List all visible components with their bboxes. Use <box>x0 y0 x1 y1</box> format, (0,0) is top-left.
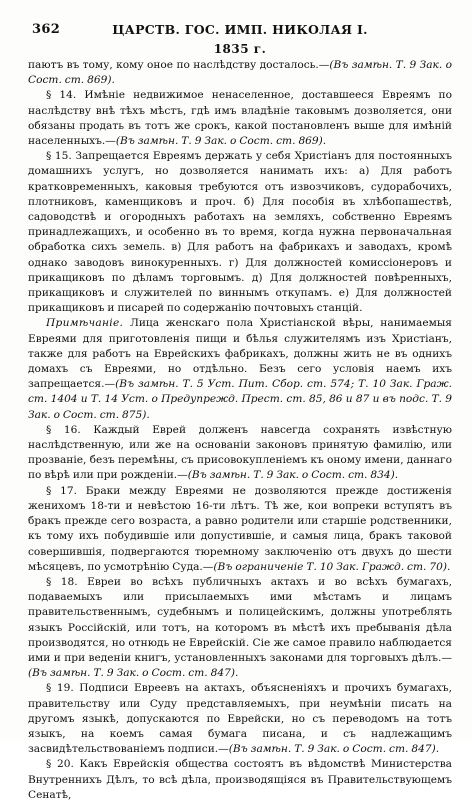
paragraph-text: § 14. Имѣніе недвижимое ненаселенное, доставшееся Евреямъ по наслѣдству внѣ тѣхъ мѣстъ, гдѣ имъ владѣніе таковымъ дозволяется, они обязаны продать въ тотъ же срокъ, какой постановленъ выше для имѣній населенныхъ.— <box>28 89 452 148</box>
paragraph-tail: . <box>111 74 115 87</box>
paragraph-section-17 <box>28 484 452 575</box>
paragraph-section-18 <box>28 575 452 681</box>
paragraph-section-19 <box>28 681 452 757</box>
legal-reference: (Въ замѣн. Т. 9 Зак. о Сост. ст. 869) <box>115 135 323 148</box>
page-number: 362 <box>32 22 61 37</box>
paragraph-section-20 <box>28 757 452 803</box>
paragraph-text: паютъ въ тому, кому оное по наслѣдству досталось.— <box>28 59 330 71</box>
note-label: Примѣчаніе. <box>46 317 124 330</box>
paragraph-tail: . <box>435 743 440 756</box>
legal-reference: (Въ замѣн. Т. 5 Уст. Пит. Сбор. ст. 574; Т. 10 Зак. Граж. ст. 1404 и Т. 14 Уст. о Предупрежд. Прест. ст. 85, 86 и 87 и въ подс. Т. 9 Зак. о Сост. ст. 875) <box>28 378 452 421</box>
paragraph-tail: . <box>446 560 451 573</box>
paragraph-text: § 17. Браки между Евреями не дозволяются прежде достиженія женихомъ 18-ти и невѣстою 16-ти лѣтъ. Тѣ же, кои вопреки вступятъ въ бракъ прежде сего возраста, а равно родители или старшіе родственники, къ тому ихъ побудившіе или допустившіе, и самыя лица, бракъ таковой совершившія, подвергаются тюремному заключенію отъ двухъ до шести мѣсяцевъ, по усмотрѣнію Суда.— <box>28 484 452 573</box>
paragraph-section-14 <box>28 88 452 149</box>
paragraph-text: § 19. Подписи Евреевъ на актахъ, объясненіяхъ и прочихъ бумагахъ, правительству или Суду представляемыхъ, при неумѣніи писать на другомъ языкѣ, допускаются по Еврейски, но съ переводомъ на тотъ языкъ, на коемъ самая бумага писана, и съ надлежащимъ засвидѣтельствованіемъ подписи.— <box>28 682 452 756</box>
legal-reference: (Въ замѣн. Т. 9 Зак. о Сост. ст. 834) <box>187 469 395 482</box>
paragraph-tail: . <box>322 135 327 148</box>
legal-reference: (Въ замѣн. Т. 9 Зак. о Сост. ст. 869) <box>28 59 452 87</box>
legal-reference: (Въ ограниченіе Т. 10 Зак. Гражд. ст. 70) <box>213 560 447 573</box>
paragraph-tail: . <box>394 469 399 482</box>
paragraph-section-16 <box>28 423 452 484</box>
body-text <box>28 58 452 803</box>
paragraph-tail: . <box>234 667 239 680</box>
paragraph-text: § 15. Запрещается Евреямъ держать у себя Христіанъ для постоянныхъ домашнихъ услугъ, но дозволяется нанимать ихъ: а) Для работъ кратковременныхъ, каковыя требуются отъ извозчиковъ, судорабочихъ, плотниковъ, каменщиковъ и проч. б) Для пособія въ хлѣбопашествѣ, садоводствѣ и огородныхъ работахъ на земляхъ, собственно Евреямъ принадлежащихъ, и особенно въ то время, когда нужна первоначальная обработка сихъ земель. в) Для работъ на фабрикахъ и заводахъ, кромѣ однако заводовъ винокуренныхъ. г) Для должностей комиссіонеровъ и прикащиковъ по дѣламъ торговымъ. д) Для должностей повѣренныхъ, прикащиковъ и служителей по виннымъ откупамъ. е) Для должностей прикащиковъ и писарей по содержанію почтовыхъ станцій. <box>28 150 452 315</box>
paragraph-text: § 20. Какъ Еврейскія общества состоятъ въ вѣдомствѣ Министерства Внутреннихъ Дѣлъ, то всѣ дѣла, производящіяся въ Правительствующемъ Сенатѣ, <box>28 758 452 801</box>
page-header <box>28 22 452 38</box>
legal-reference: (Въ замѣн. Т. 9 Зак. о Сост. ст. 847) <box>228 743 436 756</box>
paragraph-section-15 <box>28 149 452 316</box>
paragraph-text: Лица женскаго пола Христіанской вѣры, нанимаемыя Евреями для приготовленія пищи и бѣлья служителямъ изъ Христіанъ, также для работъ на Еврейскихъ фабрикахъ, должны жить не въ однихъ домахъ съ Евреями, но отдѣльно. Безъ сего условія наемъ ихъ запрещается.— <box>28 317 452 391</box>
paragraph-note <box>28 316 452 422</box>
year-heading: 1835 г. <box>213 42 267 56</box>
paragraph-continuation <box>28 58 452 88</box>
paragraph-tail: . <box>146 408 150 421</box>
legal-reference: (Въ замѣн. Т. 9 Зак. о Сост. ст. 847) <box>28 667 235 680</box>
running-title: ЦАРСТВ. ГОС. ИМП. НИКОЛАЯ I. <box>112 22 368 37</box>
paragraph-text: § 18. Евреи во всѣхъ публичныхъ актахъ и во всѣхъ бумагахъ, подаваемыхъ или присылаемыхъ ими мѣстамъ и лицамъ правительственнымъ, судебнымъ и полицейскимъ, должны употреблять языкъ Россійскій, или тотъ, на которомъ въ мѣстѣ ихъ пребыванія дѣла производятся, но отнюдь не Еврейскій. Сіе же самое правило наблюдается ими и при веденіи книгъ, установленныхъ законами для торговыхъ дѣлъ.— <box>28 575 452 664</box>
paragraph-text: § 16. Каждый Еврей долженъ навсегда сохранять извѣстную наслѣдственную, или же на основаніи законовъ принятую фамилію, или прозваніе, безъ перемѣны, съ присовокупленіемъ къ оному имени, даннаго по вѣрѣ или при рожденіи.— <box>28 423 452 482</box>
